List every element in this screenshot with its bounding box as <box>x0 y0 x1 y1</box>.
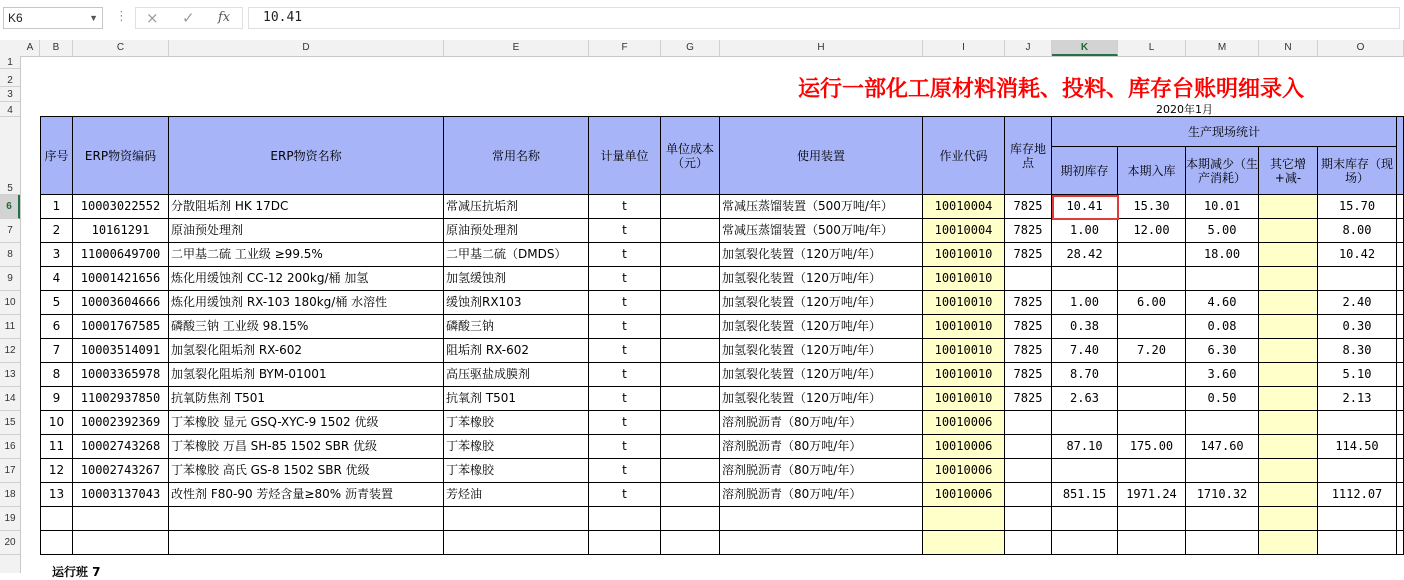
column-header-j[interactable]: J <box>1005 40 1052 56</box>
formula-bar <box>0 0 1404 41</box>
column-header-c[interactable]: C <box>73 40 169 56</box>
cell-decrease[interactable]: 6.30 <box>1186 339 1259 363</box>
cell-seq[interactable]: 6 <box>41 315 73 339</box>
header-other[interactable]: 其它增+减- <box>1259 147 1318 195</box>
cell-erp-name[interactable]: 丁苯橡胶 万昌 SH-85 1502 SBR 优级 <box>169 435 444 459</box>
cell-op-code[interactable]: 10010004 <box>923 219 1005 243</box>
cell-seq[interactable]: 12 <box>41 459 73 483</box>
cell-unit[interactable]: t <box>589 219 661 243</box>
cell-erp-name[interactable]: 原油预处理剂 <box>169 219 444 243</box>
column-header-o[interactable]: O <box>1318 40 1404 56</box>
cell-seq[interactable]: 9 <box>41 387 73 411</box>
column-header-l[interactable]: L <box>1118 40 1186 56</box>
cell-unit-cost[interactable] <box>661 219 720 243</box>
cell-device[interactable]: 加氢裂化装置（120万吨/年） <box>720 315 923 339</box>
cell-location[interactable] <box>1005 435 1052 459</box>
row-header-1[interactable]: 1 <box>0 56 20 69</box>
cell-device[interactable]: 溶剂脱沥青（80万吨/年） <box>720 411 923 435</box>
cell-decrease[interactable]: 18.00 <box>1186 243 1259 267</box>
empty-cell[interactable] <box>923 531 1005 555</box>
row-header-5[interactable]: 5 <box>0 117 20 195</box>
cell-erp-name[interactable]: 炼化用缓蚀剂 RX-103 180kg/桶 水溶性 <box>169 291 444 315</box>
cell-next-col[interactable] <box>1397 387 1404 411</box>
empty-cell[interactable] <box>1186 531 1259 555</box>
cell-location[interactable]: 7825 <box>1005 243 1052 267</box>
cell-op-code[interactable]: 10010010 <box>923 363 1005 387</box>
header-common-name[interactable]: 常用名称 <box>444 117 589 195</box>
cell-erp-name[interactable]: 磷酸三钠 工业级 98.15% <box>169 315 444 339</box>
cell-unit[interactable]: t <box>589 315 661 339</box>
cell-erp-code[interactable]: 10002392369 <box>73 411 169 435</box>
cell-unit-cost[interactable] <box>661 363 720 387</box>
empty-cell[interactable] <box>1186 507 1259 531</box>
cell-common-name[interactable]: 磷酸三钠 <box>444 315 589 339</box>
empty-cell[interactable] <box>1318 531 1397 555</box>
column-header-h[interactable]: H <box>720 40 923 56</box>
cell-unit[interactable]: t <box>589 435 661 459</box>
cell-common-name[interactable]: 丁苯橡胶 <box>444 435 589 459</box>
cell-inbound[interactable]: 15.30 <box>1118 195 1186 219</box>
column-header-i[interactable]: I <box>923 40 1005 56</box>
empty-cell[interactable] <box>661 531 720 555</box>
cell-unit-cost[interactable] <box>661 459 720 483</box>
cell-device[interactable]: 加氢裂化装置（120万吨/年） <box>720 291 923 315</box>
cell-inbound[interactable] <box>1118 459 1186 483</box>
cell-inbound[interactable] <box>1118 243 1186 267</box>
cell-erp-name[interactable]: 分散阻垢剂 HK 17DC <box>169 195 444 219</box>
cell-decrease[interactable]: 147.60 <box>1186 435 1259 459</box>
cell-common-name[interactable]: 抗氧剂 T501 <box>444 387 589 411</box>
cell-op-code[interactable]: 10010006 <box>923 411 1005 435</box>
chevron-down-icon[interactable]: ▼ <box>89 13 98 23</box>
cell-op-code[interactable]: 10010010 <box>923 243 1005 267</box>
row-header-15[interactable]: 15 <box>0 411 20 435</box>
cell-closing[interactable] <box>1318 459 1397 483</box>
cell-closing[interactable]: 114.50 <box>1318 435 1397 459</box>
empty-cell[interactable] <box>1118 531 1186 555</box>
cell-erp-name[interactable]: 炼化用缓蚀剂 CC-12 200kg/桶 加氢 <box>169 267 444 291</box>
cell-opening[interactable]: 10.41 <box>1052 195 1118 219</box>
column-header-a[interactable]: A <box>21 40 40 56</box>
cell-op-code[interactable]: 10010010 <box>923 387 1005 411</box>
cell-device[interactable]: 溶剂脱沥青（80万吨/年） <box>720 459 923 483</box>
cell-other[interactable] <box>1259 243 1318 267</box>
cell-other[interactable] <box>1259 267 1318 291</box>
cell-decrease[interactable] <box>1186 459 1259 483</box>
cell-erp-code[interactable]: 11002937850 <box>73 387 169 411</box>
empty-cell[interactable] <box>169 531 444 555</box>
cell-location[interactable] <box>1005 483 1052 507</box>
cell-next-col[interactable] <box>1397 363 1404 387</box>
cell-common-name[interactable]: 芳烃油 <box>444 483 589 507</box>
cell-other[interactable] <box>1259 483 1318 507</box>
cell-closing[interactable]: 8.30 <box>1318 339 1397 363</box>
row-header-10[interactable]: 10 <box>0 291 20 315</box>
cell-unit-cost[interactable] <box>661 411 720 435</box>
cell-next-col[interactable] <box>1397 267 1404 291</box>
cell-op-code[interactable]: 10010010 <box>923 291 1005 315</box>
cell-decrease[interactable]: 5.00 <box>1186 219 1259 243</box>
cell-common-name[interactable]: 原油预处理剂 <box>444 219 589 243</box>
empty-cell[interactable] <box>1052 507 1118 531</box>
cell-erp-code[interactable]: 10002743267 <box>73 459 169 483</box>
cell-inbound[interactable] <box>1118 387 1186 411</box>
cell-unit[interactable]: t <box>589 387 661 411</box>
cell-op-code[interactable]: 10010004 <box>923 195 1005 219</box>
header-closing[interactable]: 期末库存（现场） <box>1318 147 1397 195</box>
row-header-19[interactable]: 19 <box>0 507 20 531</box>
cell-other[interactable] <box>1259 195 1318 219</box>
header-inbound[interactable]: 本期入库 <box>1118 147 1186 195</box>
cell-next-col[interactable] <box>1397 435 1404 459</box>
cell-location[interactable] <box>1005 411 1052 435</box>
cell-erp-code[interactable]: 10002743268 <box>73 435 169 459</box>
cell-unit[interactable]: t <box>589 243 661 267</box>
cell-opening[interactable]: 2.63 <box>1052 387 1118 411</box>
cell-closing[interactable]: 15.70 <box>1318 195 1397 219</box>
cell-next-col[interactable] <box>1397 291 1404 315</box>
name-box-value: K6 <box>8 11 23 25</box>
column-header-f[interactable]: F <box>589 40 661 56</box>
cell-inbound[interactable] <box>1118 363 1186 387</box>
cell-inbound[interactable] <box>1118 267 1186 291</box>
cell-decrease[interactable]: 1710.32 <box>1186 483 1259 507</box>
cell-closing[interactable] <box>1318 267 1397 291</box>
cell-unit-cost[interactable] <box>661 483 720 507</box>
column-header-k[interactable]: K <box>1052 40 1118 56</box>
empty-cell[interactable] <box>589 531 661 555</box>
cell-device[interactable]: 溶剂脱沥青（80万吨/年） <box>720 483 923 507</box>
cell-decrease[interactable]: 4.60 <box>1186 291 1259 315</box>
cell-next-col[interactable] <box>1397 219 1404 243</box>
cell-unit-cost[interactable] <box>661 243 720 267</box>
empty-cell[interactable] <box>444 531 589 555</box>
cell-unit-cost[interactable] <box>661 195 720 219</box>
more-options-icon[interactable]: ⋮ <box>115 9 128 24</box>
cell-location[interactable]: 7825 <box>1005 363 1052 387</box>
empty-cell[interactable] <box>720 507 923 531</box>
cell-inbound[interactable]: 7.20 <box>1118 339 1186 363</box>
empty-cell[interactable] <box>169 507 444 531</box>
cell-erp-name[interactable]: 加氢裂化阻垢剂 RX-602 <box>169 339 444 363</box>
row-header-7[interactable]: 7 <box>0 219 20 243</box>
cell-inbound[interactable] <box>1118 411 1186 435</box>
cell-opening[interactable]: 87.10 <box>1052 435 1118 459</box>
cell-unit[interactable]: t <box>589 267 661 291</box>
cell-next-col[interactable] <box>1397 411 1404 435</box>
cell-erp-code[interactable]: 10001421656 <box>73 267 169 291</box>
sheet-date[interactable]: 2020年1月 <box>1156 103 1213 116</box>
cell-seq[interactable]: 1 <box>41 195 73 219</box>
cell-unit[interactable]: t <box>589 291 661 315</box>
cell-seq[interactable]: 2 <box>41 219 73 243</box>
header-device[interactable]: 使用装置 <box>720 117 923 195</box>
cell-seq[interactable]: 13 <box>41 483 73 507</box>
cell-erp-code[interactable]: 10001767585 <box>73 315 169 339</box>
cell-unit[interactable]: t <box>589 483 661 507</box>
cell-decrease[interactable]: 10.01 <box>1186 195 1259 219</box>
cell-location[interactable]: 7825 <box>1005 339 1052 363</box>
empty-cell[interactable] <box>41 507 73 531</box>
column-header-b[interactable]: B <box>40 40 73 56</box>
sheet-title[interactable]: 运行一部化工原材料消耗、投料、库存台账明细录入 <box>798 76 1305 102</box>
cell-unit[interactable]: t <box>589 459 661 483</box>
cell-opening[interactable] <box>1052 459 1118 483</box>
cell-common-name[interactable]: 常减压抗垢剂 <box>444 195 589 219</box>
cell-unit[interactable]: t <box>589 195 661 219</box>
cell-decrease[interactable]: 0.08 <box>1186 315 1259 339</box>
cell-location[interactable]: 7825 <box>1005 387 1052 411</box>
cell-op-code[interactable]: 10010006 <box>923 435 1005 459</box>
header-erp-name[interactable]: ERP物资名称 <box>169 117 444 195</box>
cell-opening[interactable]: 28.42 <box>1052 243 1118 267</box>
cell-common-name[interactable]: 丁苯橡胶 <box>444 459 589 483</box>
header-erp-code[interactable]: ERP物资编码 <box>73 117 169 195</box>
cell-closing[interactable]: 2.40 <box>1318 291 1397 315</box>
cell-inbound[interactable]: 175.00 <box>1118 435 1186 459</box>
cell-decrease[interactable]: 3.60 <box>1186 363 1259 387</box>
cell-op-code[interactable]: 10010010 <box>923 339 1005 363</box>
empty-cell[interactable] <box>1005 507 1052 531</box>
cell-op-code[interactable]: 10010010 <box>923 315 1005 339</box>
cell-decrease[interactable] <box>1186 411 1259 435</box>
cell-erp-code[interactable]: 11000649700 <box>73 243 169 267</box>
header-unit-cost[interactable]: 单位成本（元） <box>661 117 720 195</box>
cell-location[interactable] <box>1005 459 1052 483</box>
cell-closing[interactable]: 2.13 <box>1318 387 1397 411</box>
row-header-16[interactable]: 16 <box>0 435 20 459</box>
cell-erp-code[interactable]: 10003514091 <box>73 339 169 363</box>
empty-cell[interactable] <box>1259 531 1318 555</box>
cell-other[interactable] <box>1259 315 1318 339</box>
empty-cell[interactable] <box>1318 507 1397 531</box>
cell-common-name[interactable]: 阻垢剂 RX-602 <box>444 339 589 363</box>
row-header-8[interactable]: 8 <box>0 243 20 267</box>
cell-decrease[interactable] <box>1186 267 1259 291</box>
empty-cell[interactable] <box>1397 507 1404 531</box>
cell-device[interactable]: 加氢裂化装置（120万吨/年） <box>720 339 923 363</box>
formula-input[interactable]: 10.41 <box>248 7 1400 29</box>
cell-erp-name[interactable]: 二甲基二硫 工业级 ≥99.5% <box>169 243 444 267</box>
cell-opening[interactable]: 1.00 <box>1052 291 1118 315</box>
empty-cell[interactable] <box>589 507 661 531</box>
empty-cell[interactable] <box>1052 531 1118 555</box>
cell-other[interactable] <box>1259 387 1318 411</box>
cell-device[interactable]: 常减压蒸馏装置（500万吨/年） <box>720 195 923 219</box>
cell-closing[interactable]: 0.30 <box>1318 315 1397 339</box>
column-header-n[interactable]: N <box>1259 40 1318 56</box>
bottom-partial-text[interactable]: 运行班 7 <box>52 565 101 579</box>
cell-unit-cost[interactable] <box>661 267 720 291</box>
cell-common-name[interactable]: 加氢缓蚀剂 <box>444 267 589 291</box>
cell-erp-name[interactable]: 加氢裂化阻垢剂 BYM-01001 <box>169 363 444 387</box>
row-header-9[interactable]: 9 <box>0 267 20 291</box>
empty-cell[interactable] <box>41 531 73 555</box>
cell-opening[interactable]: 851.15 <box>1052 483 1118 507</box>
empty-cell[interactable] <box>923 507 1005 531</box>
cell-device[interactable]: 加氢裂化装置（120万吨/年） <box>720 387 923 411</box>
cell-device[interactable]: 加氢裂化装置（120万吨/年） <box>720 363 923 387</box>
formula-buttons <box>135 7 243 29</box>
cell-seq[interactable]: 10 <box>41 411 73 435</box>
cell-unit-cost[interactable] <box>661 387 720 411</box>
empty-cell[interactable] <box>73 507 169 531</box>
row-header-20[interactable]: 20 <box>0 531 20 555</box>
cell-erp-name[interactable]: 改性剂 F80-90 芳烃含量≥80% 沥青装置 <box>169 483 444 507</box>
cell-next-col[interactable] <box>1397 195 1404 219</box>
cell-inbound[interactable] <box>1118 315 1186 339</box>
column-header-d[interactable]: D <box>169 40 444 56</box>
name-box[interactable] <box>3 7 103 29</box>
empty-cell[interactable] <box>720 531 923 555</box>
cell-unit[interactable]: t <box>589 411 661 435</box>
cell-common-name[interactable]: 丁苯橡胶 <box>444 411 589 435</box>
header-location[interactable]: 库存地点 <box>1005 117 1052 195</box>
column-header-bar <box>0 40 1404 57</box>
row-header-6[interactable]: 6 <box>0 195 20 219</box>
cell-location[interactable]: 7825 <box>1005 315 1052 339</box>
cell-location[interactable] <box>1005 267 1052 291</box>
empty-cell[interactable] <box>1005 531 1052 555</box>
row-header-bar <box>0 56 21 573</box>
cell-erp-code[interactable]: 10003022552 <box>73 195 169 219</box>
cell-other[interactable] <box>1259 363 1318 387</box>
cell-unit-cost[interactable] <box>661 339 720 363</box>
cell-opening[interactable]: 1.00 <box>1052 219 1118 243</box>
cell-device[interactable]: 加氢裂化装置（120万吨/年） <box>720 267 923 291</box>
cell-unit[interactable]: t <box>589 363 661 387</box>
cell-opening[interactable]: 0.38 <box>1052 315 1118 339</box>
cell-seq[interactable]: 8 <box>41 363 73 387</box>
cell-device[interactable]: 溶剂脱沥青（80万吨/年） <box>720 435 923 459</box>
cell-unit-cost[interactable] <box>661 435 720 459</box>
cell-unit-cost[interactable] <box>661 315 720 339</box>
cell-location[interactable]: 7825 <box>1005 291 1052 315</box>
cell-device[interactable]: 常减压蒸馏装置（500万吨/年） <box>720 219 923 243</box>
column-header-m[interactable]: M <box>1186 40 1259 56</box>
cell-closing[interactable]: 5.10 <box>1318 363 1397 387</box>
cell-closing[interactable]: 8.00 <box>1318 219 1397 243</box>
empty-cell[interactable] <box>1259 507 1318 531</box>
cell-inbound[interactable]: 6.00 <box>1118 291 1186 315</box>
row-header-11[interactable]: 11 <box>0 315 20 339</box>
empty-cell[interactable] <box>1397 531 1404 555</box>
row-header-3[interactable]: 3 <box>0 87 20 102</box>
cell-device[interactable]: 加氢裂化装置（120万吨/年） <box>720 243 923 267</box>
cell-op-code[interactable]: 10010006 <box>923 483 1005 507</box>
cell-common-name[interactable]: 高压驱盐成膜剂 <box>444 363 589 387</box>
cell-erp-name[interactable]: 丁苯橡胶 显元 GSQ-XYC-9 1502 优级 <box>169 411 444 435</box>
cell-op-code[interactable]: 10010006 <box>923 459 1005 483</box>
cell-decrease[interactable]: 0.50 <box>1186 387 1259 411</box>
row-header-4[interactable]: 4 <box>0 102 20 117</box>
row-header-13[interactable]: 13 <box>0 363 20 387</box>
empty-cell[interactable] <box>444 507 589 531</box>
cell-erp-code[interactable]: 10003137043 <box>73 483 169 507</box>
empty-cell[interactable] <box>1118 507 1186 531</box>
header-op-code[interactable]: 作业代码 <box>923 117 1005 195</box>
empty-cell[interactable] <box>661 507 720 531</box>
cell-other[interactable] <box>1259 459 1318 483</box>
cell-next-col[interactable] <box>1397 459 1404 483</box>
column-header-e[interactable]: E <box>444 40 589 56</box>
cell-seq[interactable]: 3 <box>41 243 73 267</box>
cell-erp-name[interactable]: 丁苯橡胶 高氏 GS-8 1502 SBR 优级 <box>169 459 444 483</box>
cell-unit[interactable]: t <box>589 339 661 363</box>
cell-closing[interactable]: 10.42 <box>1318 243 1397 267</box>
row-header-18[interactable]: 18 <box>0 483 20 507</box>
cell-next-col[interactable] <box>1397 483 1404 507</box>
cell-common-name[interactable]: 二甲基二硫（DMDS） <box>444 243 589 267</box>
cell-inbound[interactable]: 1971.24 <box>1118 483 1186 507</box>
cell-erp-code[interactable]: 10003604666 <box>73 291 169 315</box>
cell-inbound[interactable]: 12.00 <box>1118 219 1186 243</box>
header-next-col[interactable] <box>1397 117 1404 195</box>
cell-seq[interactable]: 7 <box>41 339 73 363</box>
cell-location[interactable]: 7825 <box>1005 219 1052 243</box>
cell-other[interactable] <box>1259 339 1318 363</box>
cell-other[interactable] <box>1259 435 1318 459</box>
cell-seq[interactable]: 4 <box>41 267 73 291</box>
cell-op-code[interactable]: 10010010 <box>923 267 1005 291</box>
cell-location[interactable]: 7825 <box>1005 195 1052 219</box>
empty-cell[interactable] <box>73 531 169 555</box>
cell-next-col[interactable] <box>1397 243 1404 267</box>
row-header-17[interactable]: 17 <box>0 459 20 483</box>
cell-closing[interactable] <box>1318 411 1397 435</box>
row-header-14[interactable]: 14 <box>0 387 20 411</box>
cell-opening[interactable] <box>1052 267 1118 291</box>
cell-next-col[interactable] <box>1397 339 1404 363</box>
cell-closing[interactable]: 1112.07 <box>1318 483 1397 507</box>
cell-next-col[interactable] <box>1397 315 1404 339</box>
header-opening[interactable]: 期初库存 <box>1052 147 1118 195</box>
header-unit[interactable]: 计量单位 <box>589 117 661 195</box>
header-seq[interactable]: 序号 <box>41 117 73 195</box>
header-decrease[interactable]: 本期减少（生产消耗） <box>1186 147 1259 195</box>
cell-erp-code[interactable]: 10161291 <box>73 219 169 243</box>
cell-seq[interactable]: 5 <box>41 291 73 315</box>
cell-opening[interactable] <box>1052 411 1118 435</box>
cell-seq[interactable]: 11 <box>41 435 73 459</box>
cell-erp-code[interactable]: 10003365978 <box>73 363 169 387</box>
row-header-12[interactable]: 12 <box>0 339 20 363</box>
cancel-icon[interactable]: × <box>146 9 159 27</box>
cell-erp-name[interactable]: 抗氧防焦剂 T501 <box>169 387 444 411</box>
column-header-g[interactable]: G <box>661 40 720 56</box>
cell-opening[interactable]: 8.70 <box>1052 363 1118 387</box>
cell-opening[interactable]: 7.40 <box>1052 339 1118 363</box>
row-header-2[interactable]: 2 <box>0 69 20 87</box>
enter-icon[interactable]: ✓ <box>182 9 195 27</box>
cell-unit-cost[interactable] <box>661 291 720 315</box>
fx-icon[interactable]: fx <box>218 10 231 25</box>
cell-common-name[interactable]: 缓蚀剂RX103 <box>444 291 589 315</box>
cell-other[interactable] <box>1259 411 1318 435</box>
cell-other[interactable] <box>1259 219 1318 243</box>
header-group[interactable]: 生产现场统计 <box>1052 117 1397 147</box>
cell-other[interactable] <box>1259 291 1318 315</box>
